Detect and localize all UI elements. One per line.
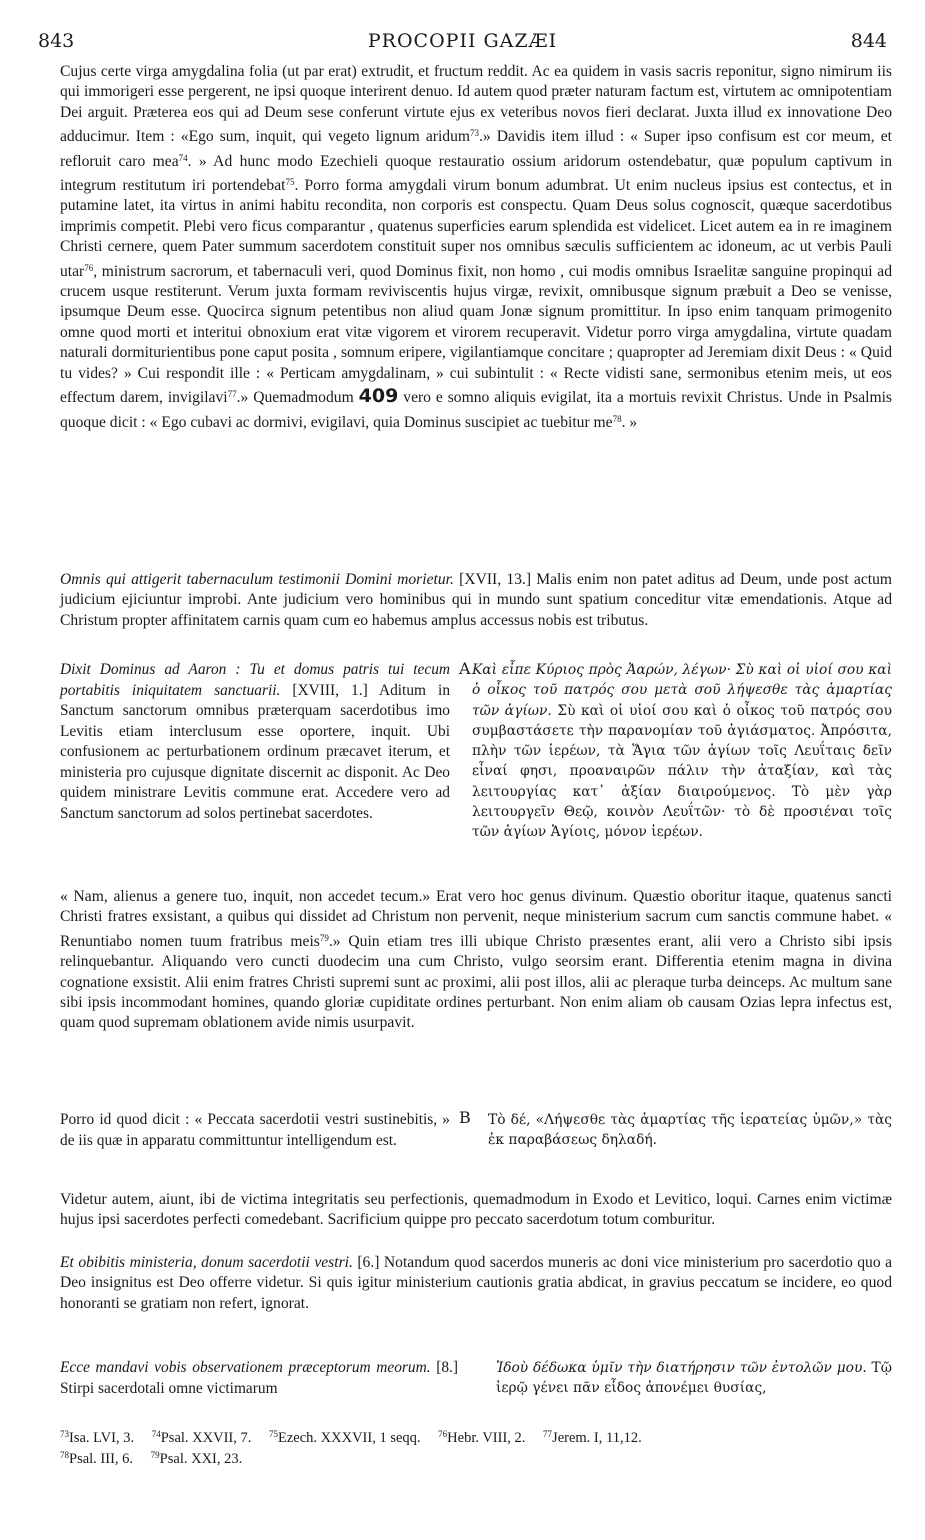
section-marker-a: A — [459, 659, 471, 678]
original-page-marker: 409 — [358, 385, 399, 408]
latin-column-b — [60, 1110, 450, 1151]
footnote-number: 73 — [60, 1429, 69, 1439]
paragraph-1 — [60, 62, 892, 433]
note-ref-75: 75 — [285, 177, 295, 188]
paragraph-text: . » Ad hunc modo Ezechieli quoque restauratio ossium aridorum ostendebatur, quæ populum captivum in integrum restitutum iri portendebat — [60, 152, 892, 195]
running-title: PROCOPII GAZÆI — [367, 30, 558, 52]
latin-column-a — [60, 660, 450, 824]
footnote-ref: Isa. LVI, 3. — [69, 1430, 135, 1446]
latin-text: Porro id quod dicit : « Peccata sacerdotii vestri sustinebitis, » de iis quæ in apparatu committuntur intelligendum est. — [60, 1111, 450, 1149]
note-ref-78: 78 — [612, 413, 622, 424]
footnotes-line-2 — [60, 1445, 900, 1470]
lemma: Dixit Dominus ad Aaron : Tu et domus patris tui tecum portabitis iniquitatem sanctuarii. — [60, 661, 450, 699]
footnote-ref: Ezech. XXXVII, 1 seqq. — [277, 1430, 421, 1446]
paragraph-text: , ministrum sacrorum, et tabernaculi veri, quod Dominus fixit, non homo , cui modis omnibus Israelitæ sanguine propinqui ad crucem usque restiterunt. Verum juxta formam reviviscentis hujus virgæ, revixit, omnibusque signum præbuit a Deo se venisse, ipsumque Deum esse. Quocirca signum petentibus non aliud quam Jonæ signum promittitur. In ipso enim tanquam primogenito omne quod morti et interitui obnoxium erat vitæ vigorem et virorem recuperavit. Videtur porro virga amygdalina, virtute quadam naturali dormiturientibus pone caput posita , somnum eripere, vigilantiamque concitare ; quapropter ad Jeremiam dixit Deus : « Quid tu vides? » Cui respondit ille : « Perticam amygdalinam, » cui subintulit : « Recte vidisti sane, sermonibus etenim meis, ut eos effectum darem, invigilavi — [60, 262, 892, 407]
footnote-ref: Psal. III, 6. — [69, 1451, 134, 1467]
paragraph-text: . » — [621, 413, 638, 431]
greek-column-a — [472, 660, 892, 843]
page-header — [38, 30, 887, 54]
greek-text: Τῷ ἱερῷ γένει πᾶν εἶδος ἀπονέμει θυσίας, — [496, 1360, 892, 1397]
note-ref-74: 74 — [178, 152, 188, 163]
verse-reference: [8.] — [436, 1359, 458, 1376]
paragraph-text: . Porro forma amygdali virum bonum adumbrat. Ut enim nucleus ipsius est contectus, et in putamine latet, ita virtus in animi habitu recondita, non corporis est conspectu. Quam Deus solus cognoscit, quæque sacerdotibus imprimis competit. Plebi vero ficus comparantur , quatenus superficies earum splendida est videlicet. Licet autem ea in re imaginem Christi cernere, quem Pater summum sacerdotem constituit super nos omnibus sæculis sufficientem ac idoneum, ac ut verbis Pauli utar — [60, 177, 892, 280]
paragraph-text: « Nam, alienus a genere tuo, inquit, non accedet tecum.» Erat vero hoc genus divinum. Quæstio oboritur itaque, quatenus sancti Christi fratres exsistant, a quibus qui dissidet ad Christum non pervenit, neque ministerium sacrum cum sanctis commune habet. « Renuntiabo nomen tuum fratribus meis — [60, 888, 892, 950]
paragraph-text: Cujus certe virga amygdalina folia (ut par erat) extrudit, et fructum reddit. Ac ea quidem in vasis sacris reponitur, signo nimirum iis qui immorigeri esse pergerent, ne ipsi quoque interirent denuo. Id autem quod præter naturam factum est, virtutem ac omnipotentiam Dei arguit. Præterea eos qui ad Deum sese conferunt virtute ejus ex veteribus novos fieri declarat. Juxta illud ex innovatione Deo adducimur. Item : «Ego sum, inquit, qui vegeto lignum aridum — [60, 63, 892, 146]
footnote-number: 75 — [268, 1429, 278, 1439]
verse-reference: [6.] — [357, 1254, 380, 1271]
footnote-number: 76 — [438, 1429, 448, 1439]
lemma: Omnis qui attigerit tabernaculum testimonii Domini morietur. — [60, 571, 454, 588]
verse-reference: [XVIII, 1.] — [292, 681, 368, 699]
note-ref-76: 76 — [84, 262, 94, 273]
paragraph-text: vero e somno aliquis evigilat, ita a mortuis revixit Christus. Unde in Psalmis quoque dicit : « Ego cubavi ac dormivi, evigilavi, quia Dominus suscipiet ac tuebitur me — [60, 389, 892, 431]
paragraph-text: .» Davidis item illud : « Super ipso confisum est cor meum, et refloruit caro mea — [60, 128, 892, 170]
footnote-number: 74 — [151, 1429, 161, 1439]
lemma: Ecce mandavi vobis observationem præceptorum meorum. — [60, 1359, 431, 1376]
greek-column-c — [496, 1358, 892, 1399]
footnote-number: 77 — [543, 1429, 553, 1439]
right-page-number: 844 — [850, 30, 887, 52]
paragraph-text: Malis enim non patet aditus ad Deum, unde post actum judicium ejiciuntur improbi. Ante judicium vero hominibus qui in mundo sunt spatium conceditur vitæ emendationis. Atque ad Christum propter affinitatem carnis quam cum eo habemus amplus accessus nobis est tributus. — [60, 571, 893, 629]
greek-text: Τὸ δέ, «Λήψεσθε τὰς ἁμαρτίας τῆς ἱερατείας ὑμῶν,» τὰς ἐκ παραβάσεως δηλαδή. — [488, 1112, 892, 1149]
greek-lemma: Καὶ εἶπε Κύριος πρὸς Ἀαρών, λέγων· Σὺ καὶ οἱ υἱοί σου καὶ ὁ οἶκος τοῦ πατρός σου μετὰ σοῦ λήψεσθε τὰς ἁμαρτίας τῶν ἁγίων. — [472, 662, 892, 719]
note-ref-79: 79 — [319, 932, 329, 943]
left-page-number: 843 — [38, 30, 75, 52]
latin-text: Aditum in Sanctum sanctorum omnibus præterquam sacerdotibus imo Levitis etiam interclusum esse oportere, inquit. Ubi confusionem ac perturbationem ordinum præcavet iterum, et ministeria pro cujusque dignitate discernit ac disponit. Ac Deo quidem ministrare Levitis commune erat. Accedere vero ad Sanctum sanctorum ad solos pertinebat sacerdotes. — [60, 681, 451, 822]
footnote-number: 79 — [150, 1450, 160, 1460]
paragraph-2 — [60, 570, 892, 631]
paragraph-text: Videtur autem, aiunt, ibi de victima integritatis seu perfectionis, quemadmodum in Exodo et Levitico, loqui. Carnes enim victimæ hujus ipsi sacerdotes perfecti comedebant. Sacrificium quippe pro peccato sacerdotum totum comburitur. — [60, 1191, 892, 1229]
note-ref-77: 77 — [227, 389, 237, 400]
footnote-number: 78 — [60, 1450, 69, 1460]
paragraph-text: .» Quemadmodum — [236, 389, 354, 407]
greek-text: Σὺ καὶ οἱ υἱοί σου καὶ ὁ οἶκος τοῦ πατρός σου συμβαστάσετε τὴν παρανομίαν τοῦ ἁγιάσματος. Ἀπρόσιτα, πλὴν τῶν ἱερέων, τὰ Ἅγια τῶν ἁγίων τοῖς Λευΐταις δεῖν εἶναί φησι, προαναιρῶν πάλιν τὴν ἀταξίαν, καὶ τὰς λειτουργίας κατ᾽ ἀξίαν διαιρούμενος. Τὸ μὲν γὰρ λειτουργεῖν Θεῷ, κοινὸν Λευΐτῶν· τὸ δὲ προσιέναι τοῖς τῶν ἁγίων Ἁγίοις, μόνον ἱερέων. — [472, 702, 892, 841]
greek-column-b — [488, 1110, 892, 1151]
footnote-ref: Hebr. VIII, 2. — [447, 1430, 526, 1446]
paragraph-3 — [60, 887, 892, 1034]
paragraph-5 — [60, 1253, 892, 1314]
verse-reference: [XVII, 13.] — [459, 571, 532, 588]
paragraph-text: .» Quin etiam tres illi ubique Christo præsentes erant, alii vero a Christo sibi ipsis relinquebantur. Aliquando vero cuncti duodecim una cum Christo, vulgo seorsim erant. Differentia etenim magna in divina cognatione exsistit. Alii enim fratres Christi supremi sunt ac proximi, alii post illos, alii ac pleraque turba deinceps. Ac multum sane sibi ipsis incommodant homines, quando gloriæ cupiditate ordines perturbant. Non enim aliam ob causam Ozias lepra infectus est, quam quod supremam oblationem avide nimis usurpavit. — [60, 932, 893, 1032]
paragraph-text: Notandum quod sacerdos muneris ac doni vice ministerium pro sacerdotio quo a Deo insignitus est Deo offerre videtur. Si quis igitur ministerium cautionis gratia abdicat, in gravius peccatum se incidere, eo quod honoranti se gratiam non refert, ignorat. — [60, 1254, 892, 1312]
note-ref-73: 73 — [470, 128, 479, 139]
greek-lemma: Ἰδοὺ δέδωκα ὑμῖν τὴν διατήρησιν τῶν ἐντολῶν μου. — [496, 1360, 867, 1376]
footnote-ref: Jerem. I, 11,12. — [552, 1430, 642, 1446]
lemma: Et obibitis ministeria, donum sacerdotii vestri. — [60, 1254, 353, 1271]
paragraph-4 — [60, 1190, 892, 1231]
footnote-ref: Psal. XXVII, 7. — [160, 1430, 252, 1446]
section-marker-b: B — [459, 1108, 471, 1127]
footnote-ref: Psal. XXI, 23. — [159, 1451, 243, 1467]
latin-column-c — [60, 1358, 458, 1399]
latin-text: Stirpi sacerdotali omne victimarum — [60, 1379, 278, 1397]
